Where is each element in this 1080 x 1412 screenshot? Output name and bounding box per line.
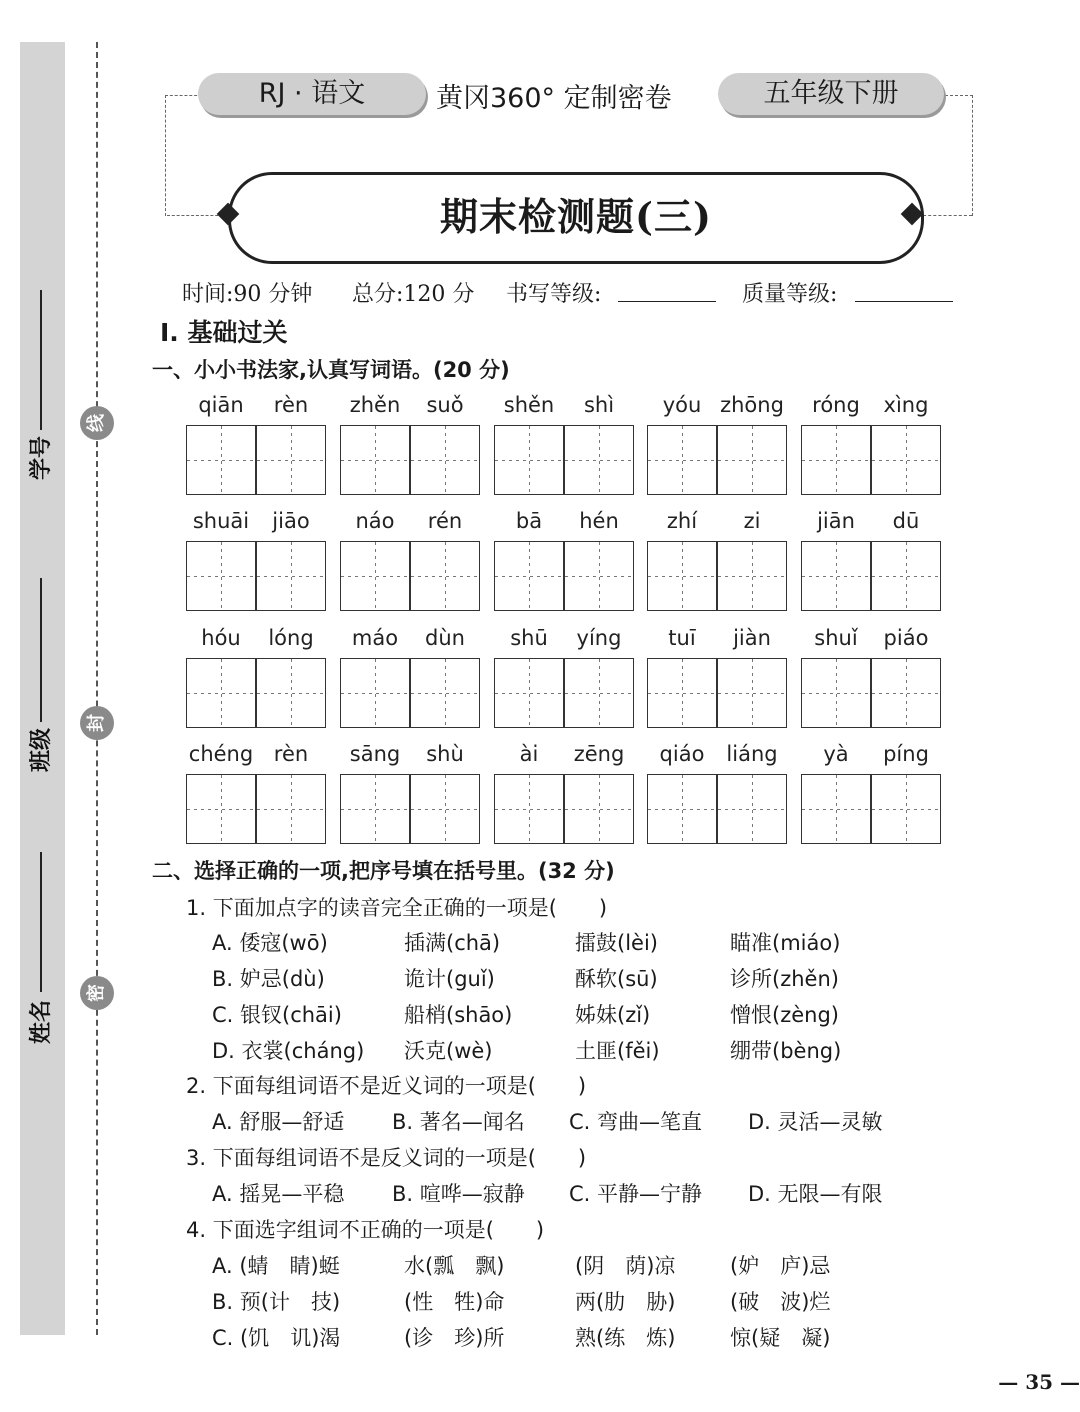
writing-grid-cell[interactable]: [801, 774, 941, 844]
writing-grid-cell[interactable]: [340, 425, 480, 495]
pinyin-label: shì: [583, 393, 615, 417]
pinyin-label: shěn: [503, 393, 555, 417]
pinyin-label: jiān: [817, 509, 855, 533]
writing-grid-cell[interactable]: [647, 541, 787, 611]
pinyin-label: piáo: [883, 626, 929, 650]
q2-item1-option: 插满(chā): [404, 931, 501, 955]
pinyin-label: qiáo: [659, 742, 705, 766]
q2-item4-option: 水(瓢 飘): [404, 1254, 505, 1278]
name-blank: [40, 852, 42, 992]
pinyin-label: máo: [351, 626, 399, 650]
writing-grid-cell[interactable]: [340, 541, 480, 611]
header-dashed-left: [165, 95, 202, 216]
q2-item1-stem: 1. 下面加点字的读音完全正确的一项是( ): [186, 896, 608, 920]
pinyin-label: yóu: [662, 393, 702, 417]
question2-heading: 二、选择正确的一项,把序号填在括号里。(32 分): [152, 859, 615, 883]
pinyin-label: shuǐ: [814, 626, 858, 650]
header-dashed-right-bottom: [918, 215, 972, 216]
section-heading: Ⅰ. 基础过关: [160, 318, 288, 347]
question1-heading: 一、小小书法家,认真写词语。(20 分): [152, 358, 510, 382]
pinyin-label: tuī: [668, 626, 696, 650]
student-id-label: 学号: [29, 435, 54, 480]
q2-item1-option: C. 银钗(chāi): [212, 1003, 342, 1027]
q2-item1-option: 土匪(fěi): [575, 1039, 660, 1063]
pinyin-label: shuāi: [192, 509, 250, 533]
writing-grid-cell[interactable]: [647, 774, 787, 844]
pinyin-label: bā: [515, 509, 543, 533]
pinyin-label: dū: [892, 509, 920, 533]
writing-grid-cell[interactable]: [340, 774, 480, 844]
writing-grid-cell[interactable]: [494, 774, 634, 844]
pinyin-label: rén: [427, 509, 463, 533]
q2-item2-option: D. 灵活—灵敏: [748, 1110, 883, 1134]
pinyin-label: rèn: [273, 742, 309, 766]
grade-badge: 五年级下册: [718, 73, 944, 115]
exam-total: 总分:120 分: [352, 282, 475, 307]
q2-item4-option: B. 预(计 技): [212, 1290, 341, 1314]
q2-item3-option: A. 摇晃—平稳: [212, 1182, 345, 1206]
writing-grade-field[interactable]: [618, 277, 716, 302]
writing-grid-cell[interactable]: [647, 658, 787, 728]
class-label: 班级: [29, 727, 54, 772]
pinyin-label: shū: [510, 626, 548, 650]
student-id-blank: [40, 290, 42, 430]
q2-item1-option: 诊所(zhěn): [730, 967, 839, 991]
q2-item4-option: 两(肋 胁): [575, 1290, 676, 1314]
pinyin-label: lóng: [268, 626, 314, 650]
pinyin-label: yà: [823, 742, 849, 766]
pinyin-label: shù: [426, 742, 464, 766]
q2-item4-option: 熟(练 炼): [575, 1326, 676, 1350]
pinyin-label: róng: [812, 393, 860, 417]
pinyin-label: píng: [883, 742, 929, 766]
q2-item1-option: A. 倭寇(wō): [212, 931, 328, 955]
q2-item1-option: 姊妹(zǐ): [575, 1003, 651, 1027]
seal-seal: 封: [80, 706, 114, 740]
pinyin-label: zhōng: [720, 393, 784, 417]
pinyin-label: chéng: [188, 742, 254, 766]
writing-grid-cell[interactable]: [186, 658, 326, 728]
q2-item2-option: A. 舒服—舒适: [212, 1110, 345, 1134]
q2-item4-option: 惊(疑 凝): [730, 1326, 831, 1350]
q2-item4-option: (妒 庐)忌: [730, 1254, 831, 1278]
q2-item1-option: 绷带(bèng): [730, 1039, 842, 1063]
writing-grid-cell[interactable]: [186, 774, 326, 844]
binding-strip: [20, 42, 65, 1335]
writing-grid-cell[interactable]: [186, 541, 326, 611]
q2-item2-stem: 2. 下面每组词语不是近义词的一项是( ): [186, 1074, 587, 1098]
q2-item1-option: 擂鼓(lèi): [575, 931, 658, 955]
writing-grid-cell[interactable]: [186, 425, 326, 495]
q2-item1-option: 瞄准(miáo): [730, 931, 841, 955]
q2-item2-option: C. 弯曲—笔直: [569, 1110, 703, 1134]
q2-item3-option: C. 平静—宁静: [569, 1182, 703, 1206]
writing-grid-cell[interactable]: [801, 541, 941, 611]
header-dashed-right: [945, 95, 973, 216]
pinyin-label: zhí: [666, 509, 698, 533]
pinyin-label: jiàn: [733, 626, 771, 650]
q2-item3-option: B. 喧哗—寂静: [392, 1182, 525, 1206]
q2-item2-option: B. 著名—闻名: [392, 1110, 525, 1134]
writing-grid-cell[interactable]: [494, 541, 634, 611]
pinyin-label: suǒ: [426, 393, 464, 417]
brand-text: 黄冈360° 定制密卷: [436, 83, 672, 114]
pinyin-label: zhěn: [349, 393, 401, 417]
writing-grid-cell[interactable]: [494, 425, 634, 495]
pinyin-label: zēng: [573, 742, 625, 766]
page-number: — 35 —: [998, 1370, 1080, 1394]
writing-grid-cell[interactable]: [801, 425, 941, 495]
writing-grade-label: 书写等级:: [506, 282, 602, 307]
q2-item4-option: (诊 珍)所: [404, 1326, 505, 1350]
subject-badge: RJ · 语文: [198, 73, 426, 115]
header-dashed-left-bottom: [167, 215, 223, 216]
q2-item4-option: C. (饥 讥)渴: [212, 1326, 341, 1350]
q2-item1-option: D. 衣裳(cháng): [212, 1039, 365, 1063]
pinyin-label: qiān: [198, 393, 244, 417]
writing-grid-cell[interactable]: [494, 658, 634, 728]
pinyin-label: jiāo: [272, 509, 310, 533]
writing-grid-cell[interactable]: [647, 425, 787, 495]
q2-item4-option: A. (蜻 睛)蜓: [212, 1254, 340, 1278]
q2-item4-option: (阴 荫)凉: [575, 1254, 676, 1278]
quality-grade-label: 质量等级:: [742, 282, 838, 307]
pinyin-label: ài: [519, 742, 539, 766]
pinyin-label: hóu: [201, 626, 241, 650]
q2-item4-stem: 4. 下面选字组词不正确的一项是( ): [186, 1218, 545, 1242]
name-label: 姓名: [29, 999, 54, 1044]
q2-item3-stem: 3. 下面每组词语不是反义词的一项是( ): [186, 1146, 587, 1170]
pinyin-label: xìng: [883, 393, 929, 417]
seal-secret: 密: [80, 976, 114, 1010]
binding-dashed-line: [96, 42, 98, 1335]
page-title: 期末检测题(三): [440, 194, 712, 239]
q2-item1-option: 酥软(sū): [575, 967, 658, 991]
pinyin-label: sāng: [349, 742, 401, 766]
pinyin-label: dùn: [425, 626, 465, 650]
pinyin-label: zi: [743, 509, 761, 533]
pinyin-label: liáng: [726, 742, 778, 766]
pinyin-label: yíng: [576, 626, 622, 650]
q2-item3-option: D. 无限—有限: [748, 1182, 883, 1206]
writing-grid-cell[interactable]: [340, 658, 480, 728]
seal-line: 线: [80, 406, 114, 440]
q2-item1-option: 诡计(guǐ): [404, 967, 495, 991]
q2-item1-option: B. 妒忌(dù): [212, 967, 325, 991]
writing-grid-cell[interactable]: [801, 658, 941, 728]
pinyin-label: náo: [355, 509, 395, 533]
q2-item1-option: 沃克(wè): [404, 1039, 493, 1063]
q2-item4-option: (性 牲)命: [404, 1290, 505, 1314]
pinyin-label: rèn: [273, 393, 309, 417]
class-blank: [40, 578, 42, 722]
q2-item1-option: 憎恨(zèng): [730, 1003, 839, 1027]
q2-item1-option: 船梢(shāo): [404, 1003, 513, 1027]
pinyin-label: hén: [579, 509, 619, 533]
exam-time: 时间:90 分钟: [182, 282, 313, 307]
quality-grade-field[interactable]: [855, 277, 953, 302]
q2-item4-option: (破 波)烂: [730, 1290, 831, 1314]
